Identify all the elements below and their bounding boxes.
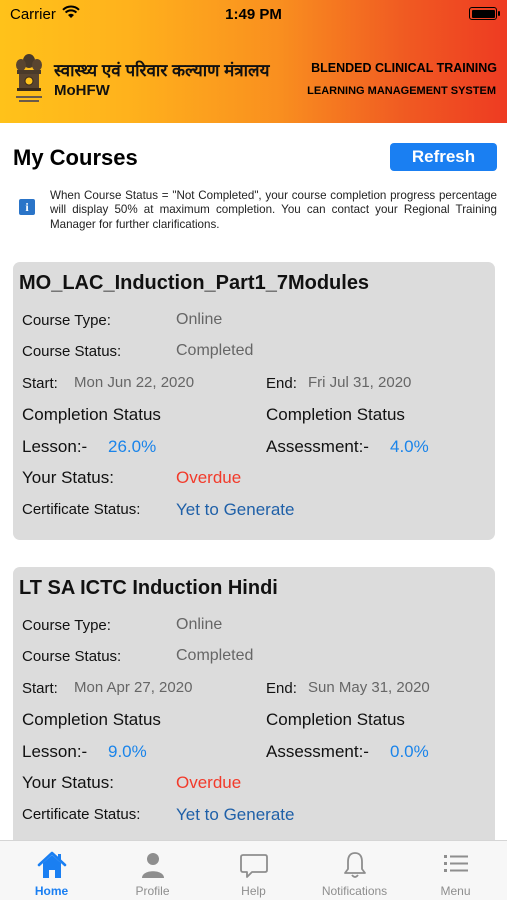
end-label: End: (266, 680, 297, 697)
program-title-line2: LEARNING MANAGEMENT SYSTEM (307, 85, 496, 97)
course-type-value: Online (176, 616, 223, 633)
lesson-label: Lesson:- (22, 437, 88, 456)
bottom-tab-bar (0, 840, 507, 900)
ministry-hindi-title: स्वास्थ्य एवं परिवार कल्याण मंत्रालय (54, 61, 270, 80)
certificate-status-label: Certificate Status: (22, 806, 141, 823)
assessment-completion-heading: Completion Status (266, 710, 405, 729)
end-date: Sun May 31, 2020 (308, 679, 430, 696)
bell-icon (340, 850, 370, 880)
your-status-value: Overdue (176, 468, 242, 487)
national-emblem-icon (12, 52, 46, 108)
course-type-value: Online (176, 311, 223, 328)
info-icon: i (19, 199, 35, 215)
battery-icon (469, 7, 497, 20)
ministry-brand: MoHFW (54, 82, 110, 99)
course-title: MO_LAC_Induction_Part1_7Modules (19, 272, 370, 294)
tab-notifications[interactable] (304, 841, 405, 900)
start-date: Mon Jun 22, 2020 (74, 374, 195, 391)
certificate-status-link[interactable]: Yet to Generate (176, 500, 295, 519)
tab-label: Menu (440, 884, 471, 898)
page-title: My Courses (13, 145, 138, 170)
app-header (0, 0, 507, 123)
course-type-label: Course Type: (22, 312, 111, 329)
your-status-label: Your Status: (22, 468, 114, 487)
tab-label: Help (241, 884, 266, 898)
assessment-percent: 0.0% (390, 742, 429, 761)
lesson-completion-heading: Completion Status (22, 710, 161, 729)
course-title: LT SA ICTC Induction Hindi (19, 577, 278, 599)
course-card[interactable] (13, 567, 495, 857)
tab-label: Notifications (321, 884, 388, 898)
lesson-percent: 26.0% (108, 437, 157, 456)
tab-help[interactable] (203, 841, 304, 900)
certificate-status-label: Certificate Status: (22, 501, 141, 518)
start-label: Start: (22, 680, 58, 697)
program-title-line1: BLENDED CLINICAL TRAINING (311, 61, 497, 75)
home-icon (37, 850, 67, 880)
certificate-status-link[interactable]: Yet to Generate (176, 805, 295, 824)
tab-label: Home (34, 884, 69, 898)
course-status-label: Course Status: (22, 343, 122, 360)
end-label: End: (266, 375, 297, 392)
assessment-label: Assessment:- (266, 742, 369, 761)
end-date: Fri Jul 31, 2020 (308, 374, 412, 391)
start-date: Mon Apr 27, 2020 (74, 679, 193, 696)
clock: 1:49 PM (225, 6, 282, 23)
course-type-label: Course Type: (22, 617, 111, 634)
course-status-label: Course Status: (22, 648, 122, 665)
assessment-label: Assessment:- (266, 437, 369, 456)
tab-profile[interactable] (102, 841, 203, 900)
tab-menu[interactable] (405, 841, 506, 900)
refresh-button[interactable]: Refresh (390, 143, 497, 171)
start-label: Start: (22, 375, 58, 392)
tab-label: Profile (135, 884, 170, 898)
carrier-label: Carrier (10, 6, 56, 23)
course-status-value: Completed (176, 647, 254, 664)
lesson-percent: 9.0% (108, 742, 147, 761)
course-card[interactable] (13, 262, 495, 540)
assessment-percent: 4.0% (390, 437, 429, 456)
your-status-value: Overdue (176, 773, 242, 792)
chat-bubble-icon (239, 850, 269, 880)
completion-notice: When Course Status = "Not Completed", your course completion progress percentage will display 50% at maximum completion. You can contact your Regional Training Manager for further clarifications. (50, 189, 497, 231)
course-status-value: Completed (176, 342, 254, 359)
tab-home[interactable] (1, 841, 102, 900)
lesson-label: Lesson:- (22, 742, 88, 761)
lesson-completion-heading: Completion Status (22, 405, 161, 424)
list-icon (441, 850, 471, 880)
your-status-label: Your Status: (22, 773, 114, 792)
assessment-completion-heading: Completion Status (266, 405, 405, 424)
person-icon (138, 850, 168, 880)
